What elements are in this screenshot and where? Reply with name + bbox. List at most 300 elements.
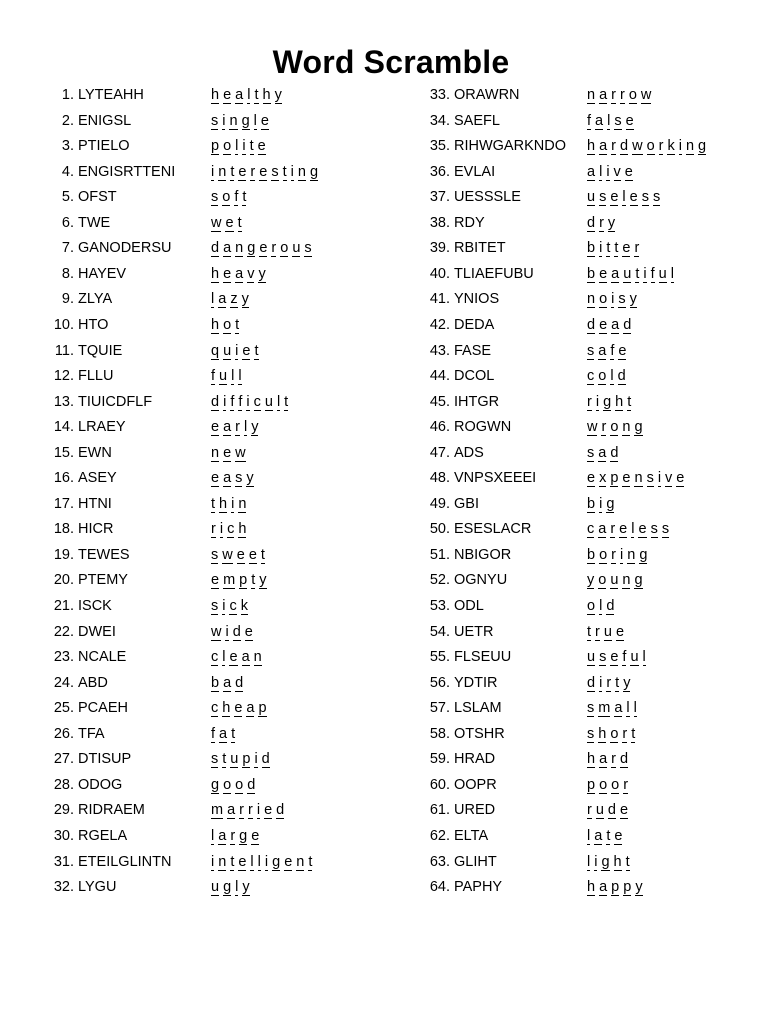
answer-letter: h — [615, 393, 624, 410]
answer-letter: o — [611, 776, 620, 793]
answer-letter: s — [599, 649, 607, 666]
answer-letter: s — [587, 700, 595, 717]
puzzle-row — [0, 392, 768, 418]
answer-letter: o — [223, 138, 232, 155]
answer-letter: s — [304, 240, 312, 257]
puzzle-row — [0, 545, 768, 571]
answer-letter: c — [229, 598, 237, 614]
item-number: 51. — [429, 546, 450, 563]
answer-letter: e — [625, 112, 634, 129]
answer-letter: y — [251, 419, 259, 436]
answer-letter: r — [230, 827, 236, 844]
answer-letter: d — [606, 598, 615, 614]
answer-letter: w — [211, 214, 222, 231]
answer-letter: n — [218, 853, 227, 870]
answer-word — [587, 494, 614, 513]
answer-letter: i — [211, 163, 215, 180]
answer-letter: t — [230, 163, 235, 180]
answer-letter: l — [244, 419, 248, 436]
answer-letter: a — [614, 700, 623, 717]
answer-letter: t — [614, 240, 619, 257]
item-number: 18. — [53, 521, 74, 538]
answer-letter: e — [257, 138, 266, 155]
scrambled-word: HRAD — [454, 751, 496, 768]
scrambled-word: ZLYA — [78, 291, 113, 308]
item-number: 61. — [429, 802, 450, 819]
item-number: 39. — [429, 240, 450, 257]
answer-letter: t — [631, 725, 636, 742]
answer-letter: v — [665, 470, 673, 487]
item-number: 56. — [429, 674, 450, 691]
answer-letter: f — [650, 265, 655, 282]
answer-letter: w — [587, 419, 598, 436]
answer-letter: a — [235, 265, 244, 282]
scrambled-word: TIUICDFLF — [78, 393, 153, 410]
answer-letter: g — [634, 419, 643, 436]
item-number: 63. — [429, 853, 450, 870]
puzzle-row — [0, 162, 768, 188]
answer-letter: w — [211, 623, 222, 640]
scrambled-word: RIDRAEM — [78, 802, 145, 819]
answer-letter: l — [599, 598, 603, 614]
answer-letter: i — [211, 853, 215, 870]
answer-letter: y — [629, 291, 637, 308]
answer-letter: h — [238, 521, 247, 538]
puzzle-row — [0, 749, 768, 775]
answer-word — [587, 443, 618, 462]
answer-letter: a — [598, 521, 607, 538]
answer-letter: e — [638, 521, 647, 538]
answer-letter: i — [219, 521, 224, 538]
answer-letter: l — [211, 291, 215, 308]
answer-letter: a — [611, 316, 620, 333]
answer-letter: a — [241, 649, 250, 666]
answer-letter: h — [211, 265, 220, 282]
answer-letter: t — [282, 163, 287, 180]
answer-word — [587, 724, 635, 743]
item-number: 3. — [61, 138, 74, 155]
answer-letter: i — [223, 393, 227, 410]
puzzle-row — [0, 289, 768, 315]
answer-letter: r — [587, 393, 592, 410]
answer-letter: a — [587, 163, 596, 180]
scrambled-word: TWE — [78, 214, 111, 231]
item-number: 48. — [429, 470, 450, 487]
item-number: 34. — [429, 112, 450, 129]
answer-letter: z — [230, 291, 238, 308]
answer-letter: f — [238, 393, 243, 410]
answer-letter: h — [222, 700, 231, 717]
item-number: 29. — [53, 802, 74, 819]
answer-letter: l — [235, 879, 239, 896]
scrambled-word: ELTA — [454, 827, 489, 844]
scrambled-word: ENGISRTTENI — [78, 163, 176, 180]
answer-letter: i — [235, 342, 239, 359]
scrambled-word: DWEI — [78, 623, 116, 640]
item-number: 21. — [53, 598, 74, 614]
answer-letter: g — [606, 495, 615, 512]
answer-letter: r — [601, 419, 607, 436]
answer-letter: n — [229, 112, 238, 129]
answer-letter: n — [587, 87, 596, 103]
puzzle-row — [0, 213, 768, 239]
answer-word — [587, 289, 637, 308]
scrambled-word: OTSHR — [454, 725, 505, 742]
answer-letter: h — [587, 751, 596, 768]
answer-letter: o — [587, 598, 596, 614]
answer-letter: g — [698, 138, 707, 155]
puzzle-row — [0, 238, 768, 264]
scrambled-word: GLIHT — [454, 853, 497, 870]
answer-letter: a — [595, 112, 604, 129]
answer-letter: s — [587, 725, 595, 742]
answer-letter: w — [632, 138, 643, 155]
item-number: 26. — [53, 725, 74, 742]
answer-letter: m — [211, 802, 224, 819]
answer-letter: e — [223, 444, 232, 461]
answer-letter: i — [620, 546, 624, 563]
answer-letter: t — [284, 393, 289, 410]
puzzle-row — [0, 443, 768, 469]
answer-letter: p — [611, 879, 620, 896]
answer-letter: n — [253, 649, 262, 666]
answer-letter: t — [231, 725, 236, 742]
answer-letter: a — [219, 725, 228, 742]
answer-letter: l — [670, 265, 674, 282]
answer-letter: s — [599, 189, 607, 206]
answer-letter: e — [264, 802, 273, 819]
answer-letter: d — [610, 444, 619, 461]
item-number: 9. — [61, 291, 74, 308]
answer-letter: f — [211, 725, 216, 742]
scrambled-word: EWN — [78, 444, 112, 461]
puzzle-row — [0, 111, 768, 137]
answer-letter: d — [211, 240, 220, 257]
answer-letter: t — [251, 572, 256, 589]
answer-letter: n — [238, 495, 247, 512]
answer-letter: t — [625, 853, 630, 870]
answer-letter: e — [238, 853, 247, 870]
answer-letter: h — [613, 853, 622, 870]
answer-letter: e — [229, 649, 238, 666]
answer-letter: w — [222, 546, 233, 563]
answer-letter: q — [211, 342, 220, 359]
answer-word — [587, 622, 624, 641]
scrambled-word: ENIGSL — [78, 112, 132, 129]
answer-letter: i — [254, 751, 258, 768]
answer-letter: s — [211, 546, 219, 563]
answer-letter: m — [598, 700, 611, 717]
answer-letter: o — [646, 138, 655, 155]
answer-letter: y — [241, 291, 249, 308]
puzzle-row — [0, 85, 768, 111]
answer-letter: a — [598, 342, 607, 359]
item-number: 47. — [429, 444, 450, 461]
scrambled-word: UETR — [454, 623, 494, 640]
item-number: 35. — [429, 138, 450, 155]
scrambled-word: FLSEUU — [454, 649, 512, 666]
scrambled-word: RIHWGARKNDO — [454, 138, 566, 155]
answer-letter: e — [259, 163, 268, 180]
answer-letter: u — [630, 649, 639, 666]
item-number: 58. — [429, 725, 450, 742]
answer-letter: c — [587, 521, 595, 538]
scrambled-word: PTIELO — [78, 138, 130, 155]
answer-letter: t — [242, 189, 247, 206]
answer-letter: e — [260, 112, 269, 129]
answer-letter: d — [261, 751, 270, 768]
scrambled-word: HTO — [78, 316, 109, 333]
answer-letter: s — [235, 470, 243, 487]
puzzle-row — [0, 877, 768, 903]
answer-letter: t — [308, 853, 313, 870]
item-number: 33. — [429, 87, 450, 103]
answer-letter: e — [614, 827, 623, 844]
answer-letter: s — [211, 189, 219, 206]
answer-letter: i — [242, 138, 246, 155]
puzzle-row — [0, 136, 768, 162]
item-number: 13. — [53, 393, 74, 410]
answer-letter: d — [617, 368, 626, 385]
answer-letter: l — [253, 112, 257, 129]
answer-letter: i — [264, 853, 269, 870]
item-number: 22. — [53, 623, 74, 640]
answer-word — [587, 238, 639, 257]
answer-letter: s — [271, 163, 279, 180]
answer-letter: a — [599, 751, 608, 768]
scrambled-word: RBITET — [454, 240, 506, 257]
answer-letter: r — [634, 240, 640, 257]
answer-letter: t — [606, 827, 611, 844]
item-number: 42. — [429, 316, 450, 333]
answer-letter: u — [219, 368, 228, 385]
answer-letter: t — [230, 853, 235, 870]
answer-letter: e — [211, 419, 220, 436]
scrambled-word: OFST — [78, 189, 117, 206]
item-number: 50. — [429, 521, 450, 538]
answer-letter: p — [258, 700, 267, 717]
answer-letter: e — [223, 265, 232, 282]
answer-letter: u — [211, 879, 220, 896]
scrambled-word: LSLAM — [454, 700, 502, 717]
answer-letter: i — [599, 495, 603, 512]
answer-word — [587, 647, 646, 666]
answer-letter: i — [256, 802, 261, 819]
answer-letter: y — [246, 470, 254, 487]
scrambled-word: DCOL — [454, 368, 495, 385]
answer-letter: i — [225, 623, 229, 640]
answer-letter: n — [627, 546, 636, 563]
answer-letter: e — [629, 189, 638, 206]
answer-word — [587, 213, 615, 232]
answer-word — [587, 136, 706, 155]
answer-word — [587, 570, 643, 589]
answer-letter: m — [223, 572, 236, 589]
item-number: 1. — [61, 87, 74, 103]
answer-word — [587, 264, 674, 283]
puzzle-row — [0, 264, 768, 290]
item-number: 45. — [429, 393, 450, 410]
answer-letter: b — [211, 674, 220, 691]
answer-letter: o — [280, 240, 289, 257]
answer-letter: b — [587, 495, 596, 512]
answer-letter: d — [211, 393, 220, 410]
answer-letter: i — [290, 163, 294, 180]
answer-letter: l — [607, 112, 611, 129]
answer-letter: r — [587, 802, 592, 819]
item-number: 19. — [53, 546, 74, 563]
scrambled-word: URED — [454, 802, 496, 819]
item-number: 16. — [53, 470, 74, 487]
answer-letter: r — [239, 802, 245, 819]
answer-letter: e — [248, 546, 257, 563]
answer-letter: y — [242, 879, 250, 896]
answer-letter: u — [595, 802, 604, 819]
answer-letter: s — [587, 444, 595, 461]
answer-letter: n — [218, 163, 227, 180]
answer-letter: i — [599, 240, 603, 257]
answer-letter: r — [595, 623, 600, 640]
answer-letter: i — [595, 393, 600, 410]
item-number: 46. — [429, 419, 450, 436]
puzzle-row — [0, 724, 768, 750]
answer-letter: i — [231, 495, 235, 512]
answer-letter: t — [635, 265, 640, 282]
puzzle-row — [0, 468, 768, 494]
answer-letter: e — [223, 87, 232, 103]
answer-letter: y — [258, 265, 266, 282]
answer-letter: r — [248, 802, 253, 819]
answer-letter: i — [594, 853, 598, 870]
scrambled-word: DTISUP — [78, 751, 132, 768]
answer-letter: o — [599, 546, 608, 563]
answer-word — [587, 315, 631, 334]
scrambled-word: RDY — [454, 214, 485, 231]
answer-letter: b — [587, 240, 596, 257]
answer-letter: o — [222, 189, 231, 206]
answer-letter: i — [222, 598, 226, 614]
item-number: 27. — [53, 751, 74, 768]
answer-letter: u — [223, 342, 232, 359]
answer-letter: o — [598, 572, 607, 589]
answer-letter: d — [587, 214, 596, 231]
item-number: 60. — [429, 776, 450, 793]
item-number: 59. — [429, 751, 450, 768]
answer-letter: i — [222, 112, 226, 129]
answer-letter: o — [223, 316, 232, 333]
item-number: 36. — [429, 163, 450, 180]
scrambled-word: VNPSXEEEI — [454, 470, 537, 487]
answer-letter: r — [658, 138, 664, 155]
answer-letter: d — [247, 776, 256, 793]
scrambled-word: ETEILGLINTN — [78, 853, 172, 870]
answer-letter: l — [631, 521, 635, 538]
answer-letter: e — [211, 470, 220, 487]
answer-letter: l — [250, 853, 254, 870]
scrambled-word: PCAEH — [78, 700, 128, 717]
answer-letter: t — [211, 495, 216, 512]
answer-letter: r — [623, 776, 629, 793]
answer-letter: a — [611, 265, 620, 282]
answer-word — [587, 366, 626, 385]
answer-letter: f — [230, 393, 235, 410]
puzzle-row — [0, 570, 768, 596]
answer-letter: n — [296, 853, 305, 870]
answer-letter: e — [624, 163, 633, 180]
item-number: 7. — [61, 240, 74, 257]
scrambled-word: ODL — [454, 598, 484, 614]
item-number: 10. — [53, 316, 74, 333]
answer-letter: o — [610, 419, 619, 436]
answer-letter: d — [235, 674, 244, 691]
answer-letter: n — [622, 572, 631, 589]
answer-letter: l — [610, 368, 614, 385]
answer-letter: e — [610, 189, 619, 206]
answer-letter: p — [623, 879, 632, 896]
answer-letter: o — [599, 776, 608, 793]
answer-letter: s — [211, 112, 219, 129]
answer-letter: r — [611, 751, 616, 768]
answer-letter: l — [222, 649, 226, 666]
puzzle-row — [0, 341, 768, 367]
scrambled-word: GANODERSU — [78, 240, 172, 257]
answer-letter: s — [211, 598, 219, 614]
answer-letter: l — [633, 700, 637, 717]
answer-letter: a — [246, 700, 255, 717]
answer-letter: g — [241, 112, 250, 129]
puzzle-row — [0, 647, 768, 673]
answer-letter: e — [622, 470, 631, 487]
answer-letter: t — [615, 674, 620, 691]
answer-letter: t — [260, 546, 265, 563]
answer-letter: g — [601, 853, 610, 870]
answer-letter: e — [619, 521, 628, 538]
scrambled-word: DEDA — [454, 316, 495, 333]
answer-letter: c — [227, 521, 235, 538]
puzzle-row — [0, 775, 768, 801]
answer-letter: i — [599, 674, 603, 691]
answer-letter: c — [211, 700, 219, 717]
answer-word — [587, 698, 637, 717]
answer-letter: a — [599, 138, 608, 155]
item-number: 28. — [53, 776, 74, 793]
answer-letter: l — [238, 368, 242, 385]
answer-letter: u — [230, 751, 239, 768]
answer-letter: s — [661, 521, 670, 538]
answer-letter: e — [236, 546, 245, 563]
item-number: 43. — [429, 342, 450, 359]
answer-letter: g — [211, 776, 220, 793]
scrambled-word: IHTGR — [454, 393, 500, 410]
answer-letter: r — [606, 674, 612, 691]
puzzle-row — [0, 826, 768, 852]
scrambled-word: LRAEY — [78, 419, 126, 436]
answer-letter: a — [598, 444, 607, 461]
answer-letter: h — [262, 87, 271, 103]
answer-letter: h — [587, 879, 596, 896]
answer-letter: s — [646, 470, 654, 487]
item-number: 12. — [53, 368, 74, 385]
scrambled-word: YNIOS — [454, 291, 500, 308]
answer-letter: i — [678, 138, 682, 155]
answer-letter: r — [211, 521, 216, 538]
answer-letter: u — [610, 572, 619, 589]
scrambled-word: EVLAI — [454, 163, 496, 180]
answer-letter: r — [622, 725, 628, 742]
answer-letter: e — [251, 827, 260, 844]
answer-letter: p — [242, 751, 251, 768]
item-number: 31. — [53, 853, 74, 870]
